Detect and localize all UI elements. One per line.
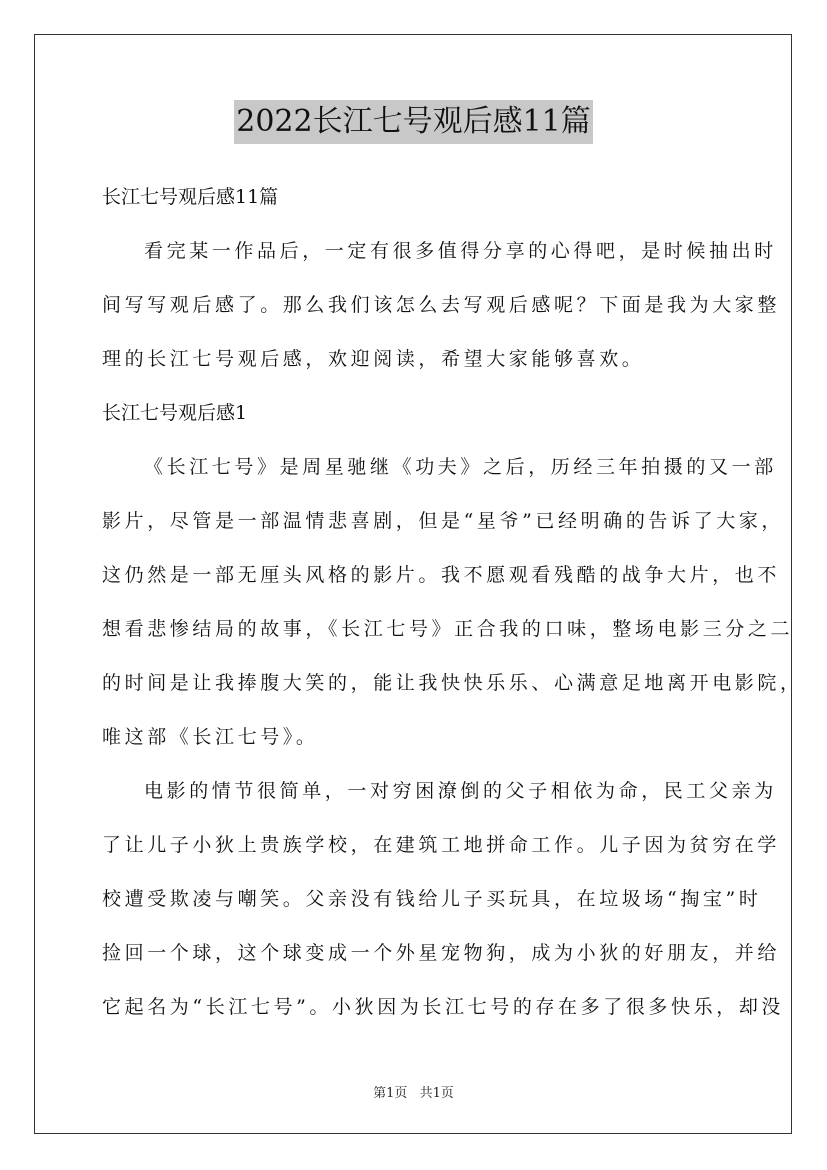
- page-total: 共1页: [419, 1086, 454, 1101]
- title-container: [0, 100, 827, 144]
- paragraph-line: 《长江七号》是周星驰继《功夫》之后，历经三年拍摄的又一部: [144, 456, 777, 478]
- document-body: [102, 170, 803, 1034]
- paragraph-line: 它起名为“长江七号”。小狄因为长江七号的存在多了很多快乐，却没: [102, 996, 785, 1018]
- paragraph-line: 校遭受欺凌与嘲笑。父亲没有钱给儿子买玩具，在垃圾场“掏宝”时: [102, 888, 762, 910]
- paragraph-line: 电影的情节很简单，一对穷困潦倒的父子相依为命，民工父亲为: [144, 780, 777, 802]
- paragraph-line: 的时间是让我捧腹大笑的，能让我快快乐乐、心满意足地离开电影院，: [102, 672, 803, 694]
- paragraph-line: 间写写观后感了。那么我们该怎么去写观后感呢？下面是我为大家整: [102, 294, 781, 316]
- paragraph-line: 想看悲惨结局的故事，《长江七号》正合我的口味，整场电影三分之二: [102, 618, 794, 640]
- paragraph-line: 这仍然是一部无厘头风格的影片。我不愿观看残酷的战争大片，也不: [102, 564, 781, 586]
- page-number: 第1页: [373, 1086, 408, 1101]
- paragraph-line: 理的长江七号观后感，欢迎阅读，希望大家能够喜欢。: [102, 348, 645, 370]
- paragraph-line: 影片，尽管是一部温情悲喜剧，但是“星爷”已经明确的告诉了大家，: [102, 510, 785, 532]
- paragraph-line: 了让儿子小狄上贵族学校，在建筑工地拼命工作。儿子因为贫穷在学: [102, 834, 781, 856]
- section-heading: 长江七号观后感11篇: [102, 186, 279, 208]
- paragraph-line: 唯这部《长江七号》。: [102, 726, 319, 748]
- paragraph-line: 看完某一作品后，一定有很多值得分享的心得吧，是时候抽出时: [144, 240, 777, 262]
- section-heading: 长江七号观后感1: [102, 402, 248, 424]
- document-title: 2022长江七号观后感11篇: [234, 100, 593, 144]
- page-footer: [0, 1082, 827, 1101]
- paragraph-line: 捡回一个球，这个球变成一个外星宠物狗，成为小狄的好朋友，并给: [102, 942, 781, 964]
